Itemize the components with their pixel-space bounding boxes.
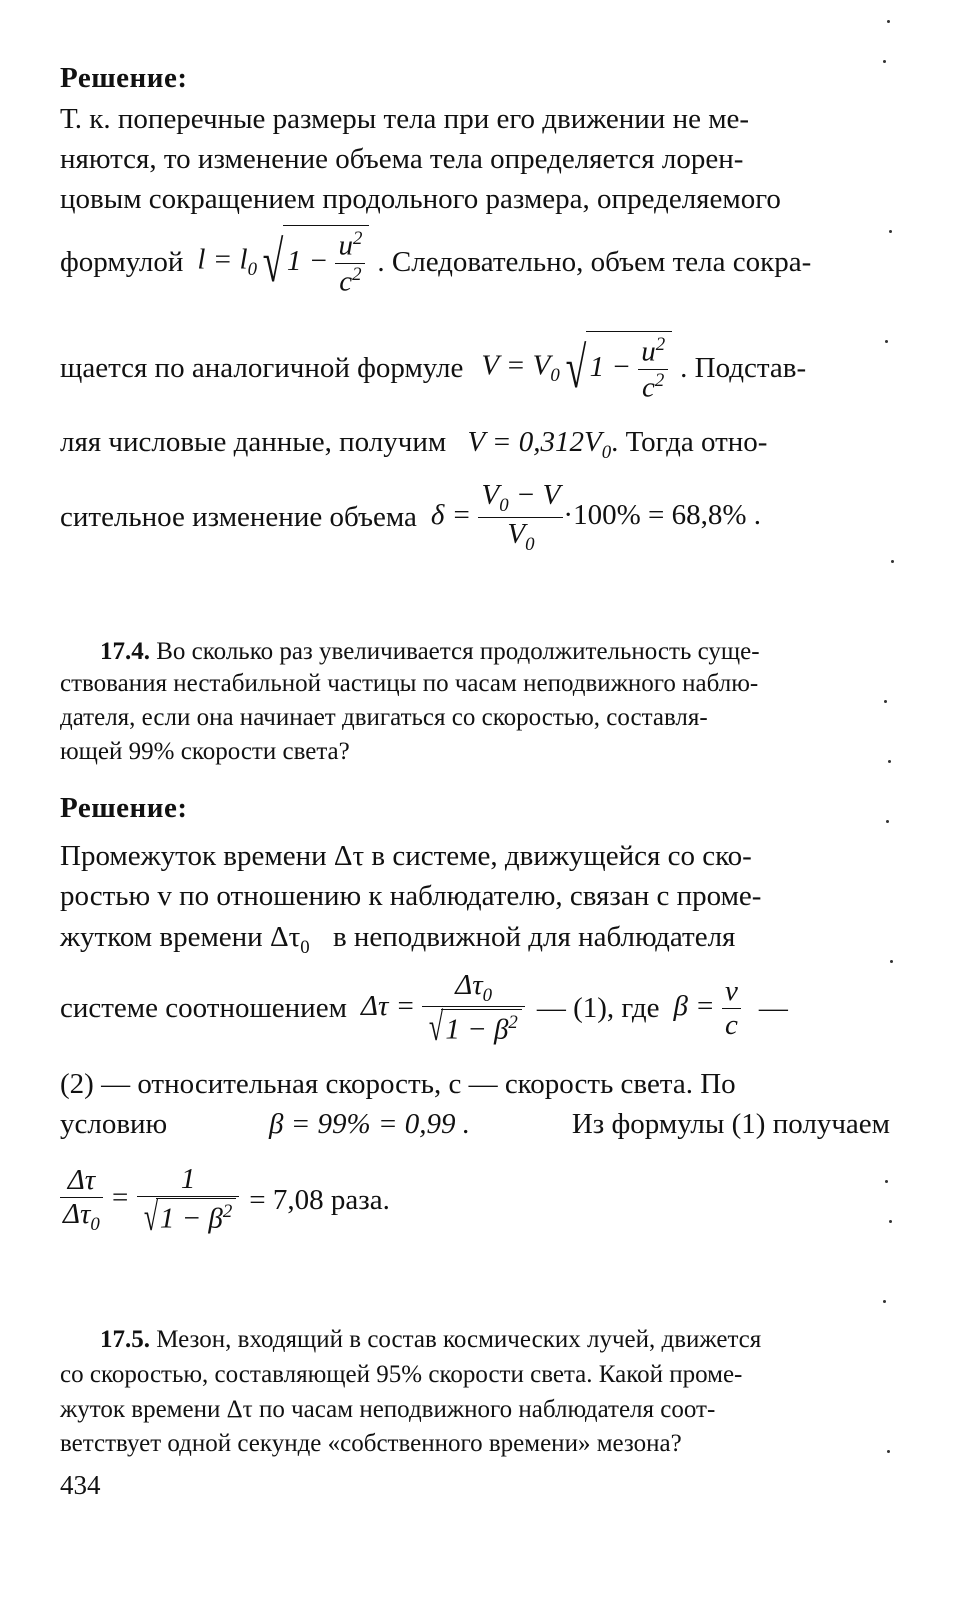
- problem-text-line: [60, 1326, 761, 1354]
- text-fragment: сительное изменение объема: [60, 500, 417, 533]
- text-fragment: Мезон, входящий в состав космических лучей, движется: [156, 1326, 762, 1353]
- text-fragment: Из формулы (1) получаем: [571, 1108, 890, 1140]
- text-fragment: . Подстав-: [680, 351, 807, 384]
- beta-value-formula: β = 99% = 0,99 .: [269, 1108, 471, 1140]
- text-fragment: системе соотношением: [60, 991, 347, 1024]
- text-line: ростью v по отношению к наблюдателю, связан с проме-: [60, 880, 762, 912]
- text-line-with-formula: [60, 222, 811, 302]
- text-line-with-formula: [60, 426, 767, 464]
- text-fragment: — (1), где: [536, 991, 660, 1024]
- text-fragment: условию: [60, 1108, 168, 1140]
- scan-edge-noise: [879, 0, 899, 1610]
- text-fragment: в неподвижной для наблюдателя: [332, 921, 736, 953]
- text-fragment: Во сколько раз увеличивается продолжительность суще-: [156, 638, 760, 665]
- length-contraction-formula: $l = l_0√$ 1 − $\frac{u^2}{c^2}$: [197, 225, 369, 298]
- problem-text-line: ствования нестабильной частицы по часам неподвижного наблю-: [60, 670, 759, 697]
- problem-text-line: ющей 99% скорости света?: [60, 738, 350, 765]
- text-line-with-formula: [60, 960, 788, 1056]
- solution-heading: Решение:: [60, 792, 188, 824]
- text-line: цовым сокращением продольного размера, определяемого: [60, 183, 781, 215]
- text-fragment: ляя числовые данные, получим: [60, 426, 447, 458]
- page-number: 434: [60, 1470, 101, 1500]
- text-fragment: —: [758, 991, 788, 1024]
- beta-formula: β = $\frac{v}{c}$: [673, 975, 740, 1042]
- text-fragment: . Тогда отно-: [611, 426, 768, 458]
- problem-text-line: [60, 638, 760, 666]
- problem-text-line: жуток времени Δτ по часам неподвижного наблюдателя соот-: [60, 1396, 716, 1423]
- square-root: √ 1 − $\frac{u^2}{c^2}$: [257, 225, 369, 298]
- text-line: (2) — относительная скорость, c — скорость света. По: [60, 1068, 736, 1100]
- text-fragment: жутком времени Δτ: [60, 921, 301, 953]
- problem-number: 17.4.: [100, 638, 150, 665]
- text-line-with-formula: [60, 325, 806, 411]
- text-fragment: . Следовательно, объем тела сокра-: [377, 245, 812, 278]
- text-line: Т. к. поперечные размеры тела при его движении не ме-: [60, 103, 750, 135]
- text-line: няются, то изменение объема тела определяется лорен-: [60, 143, 744, 175]
- text-line-with-formula: [60, 472, 761, 562]
- time-dilation-formula: Δτ = $\frac{\Delta\tau_0}{√1 - \beta^2}$: [361, 969, 525, 1048]
- result-formula-line: [60, 1152, 390, 1248]
- volume-contraction-formula: $V = V_0√$ 1 − $\frac{u^2}{c^2}$: [481, 331, 672, 404]
- problem-number: 17.5.: [100, 1326, 150, 1353]
- formula-text: V = 0,312V: [467, 426, 602, 458]
- text-fragment: формулой: [60, 245, 184, 278]
- square-root: √ 1 − $\frac{u^2}{c^2}$: [560, 331, 672, 404]
- text-fragment: щается по аналогичной формуле: [60, 351, 464, 384]
- volume-result: $V = 0,312V_0$: [467, 426, 612, 463]
- formula-result: = 7,08 раза.: [249, 1183, 390, 1216]
- text-line-with-formula: [60, 1108, 890, 1141]
- problem-text-line: ветствует одной секунде «собственного времени» мезона?: [60, 1430, 682, 1457]
- problem-text-line: со скоростью, составляющей 95% скорости света. Какой проме-: [60, 1361, 743, 1388]
- ratio-formula: $\frac{\Delta\tau}{\Delta\tau_0}$ = $\frac{1}{√1 - \beta^2}$: [60, 1163, 239, 1237]
- solution-heading: Решение:: [60, 62, 188, 94]
- text-line: жутком времени $\Delta\tau_0$ в неподвижной для наблюдателя: [60, 921, 736, 958]
- problem-text-line: дателя, если она начинает двигаться со скоростью, составля-: [60, 704, 708, 731]
- text-line: Промежуток времени Δτ в системе, движущейся со ско-: [60, 840, 752, 872]
- formula-result: ·100% = 68,8% .: [563, 498, 761, 531]
- relative-change-formula: δ = $\frac{V_0 - V}{V_0}$ ·100% = 68,8% .: [430, 478, 761, 555]
